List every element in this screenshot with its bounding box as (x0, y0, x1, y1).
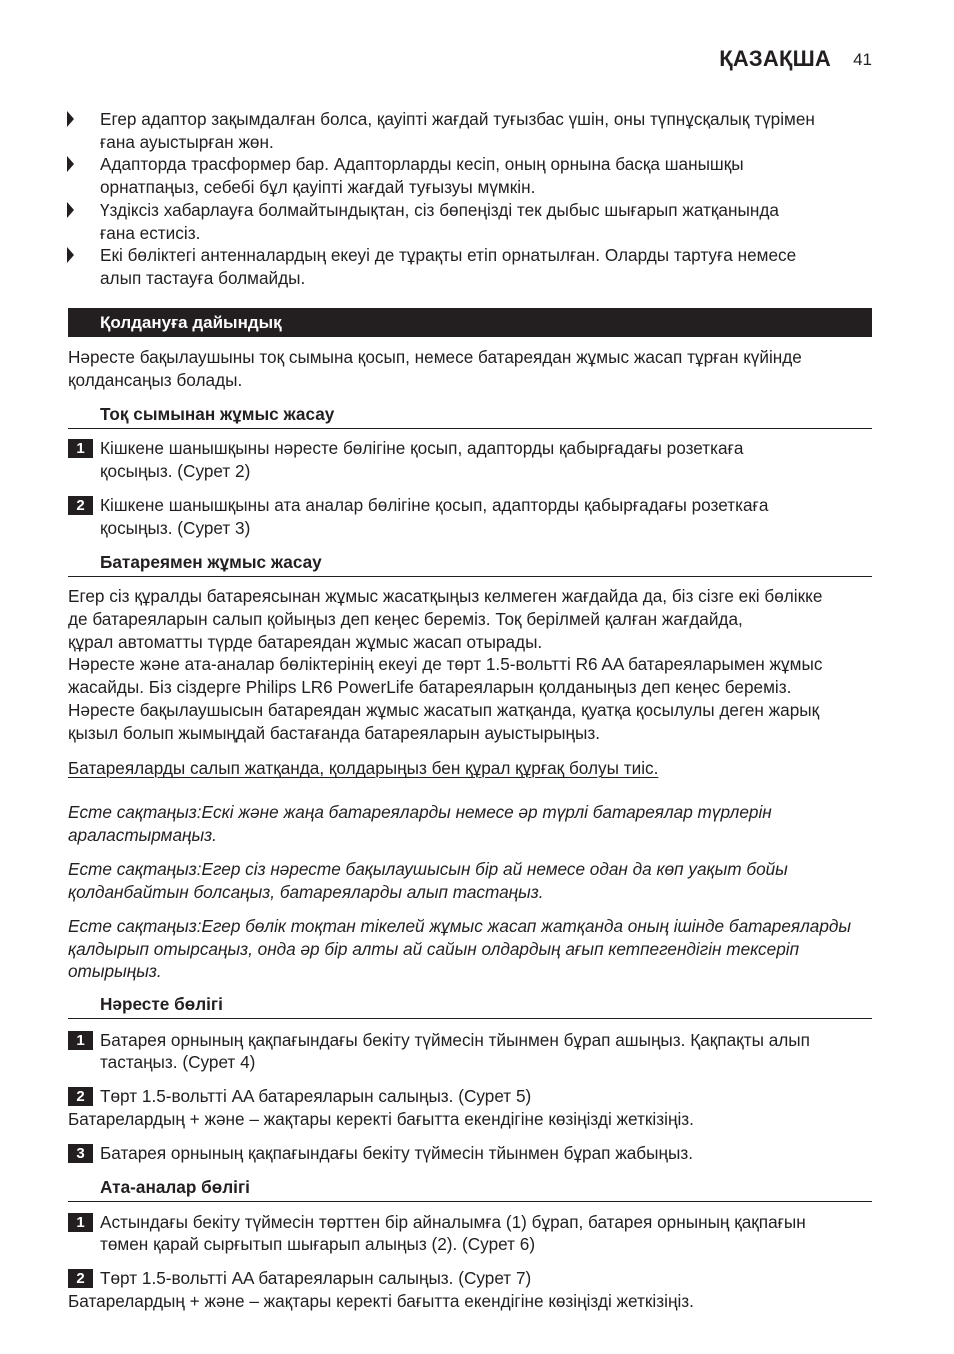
bullet-marker-icon (67, 111, 74, 127)
note-line: қолданбайтын болсаңыз, батареяларды алып тастаңыз. (68, 882, 544, 902)
step-number-badge: 2 (68, 1269, 93, 1288)
subsection-title-baby-unit: Нәресте бөлігі (100, 994, 223, 1014)
step-text: төмен қарай сырғытып шығарып алыңыз (2). (Сурет 6) (100, 1234, 536, 1254)
subsection-rule (68, 1018, 872, 1019)
bullet-marker-icon (67, 202, 74, 218)
bullet-marker-icon (67, 156, 74, 172)
note-line: Есте сақтаңыз:Егер сіз нәресте бақылаушысын бір ай немесе одан да көп уақыт бойы (68, 859, 788, 879)
step-text: қосыңыз. (Сурет 2) (100, 461, 251, 481)
section-title: Қолдануға дайындық (100, 313, 282, 332)
note-line: қалдырып отырсаңыз, онда әр бір алты ай сайын олдардың ағып кетпегендігін тексеріп (68, 939, 800, 959)
paragraph-line: қызыл болып жымыңдай бастағанда батареяларын ауыстырыңыз. (68, 723, 601, 743)
subsection-rule (68, 428, 872, 429)
subsection-title-battery: Батареямен жұмыс жасау (100, 552, 322, 572)
bullet-text: ғана ауыстырған жөн. (100, 132, 274, 152)
subsection-title-parent-unit: Ата-аналар бөлігі (100, 1177, 250, 1197)
paragraph-line: құрал автоматты түрде батареядан жұмыс жасап отырады. (68, 632, 543, 652)
page-number: 41 (853, 50, 872, 69)
step-number-badge: 3 (68, 1144, 93, 1163)
note-line: Есте сақтаңыз:Ескі және жаңа батареяларды немесе әр түрлі батареялар түрлерін (68, 802, 772, 822)
bullet-text: ғана естисіз. (100, 223, 201, 243)
subsection-rule (68, 1201, 872, 1202)
bullet-text: алып тастауға болмайды. (100, 268, 306, 288)
step-text: тастаңыз. (Сурет 4) (100, 1052, 256, 1072)
paragraph-line: Нәресте бақылаушысын батареядан жұмыс жасатып жатқанда, қуатқа қосылулы деген жарық (68, 700, 820, 720)
step-number-badge: 2 (68, 1087, 93, 1106)
polarity-note: Батарелардың + және – жақтары керекті бағытта екендігіне көзіңізді жеткізіңіз. (68, 1291, 694, 1311)
step-text: Кішкене шанышқыны нәресте бөлігіне қосып, адапторды қабырғадағы розеткаға (100, 438, 744, 458)
bullet-text: Адапторда трасформер бар. Адапторларды кесіп, оның орнына басқа шанышқы (100, 154, 744, 174)
paragraph-line: жасайды. Біз сіздерге Philips LR6 PowerLife батареяларын қолданыңыз деп кеңес береміз. (68, 677, 792, 697)
note-line: отырыңыз. (68, 961, 162, 981)
step-text: Батарея орнының қақпағындағы бекіту түймесін тйынмен бұрап жабыңыз. (100, 1143, 693, 1163)
note-line: араластырмаңыз. (68, 825, 217, 845)
language-header: ҚАЗАҚША (719, 46, 831, 71)
bullet-text: Үздіксіз хабарлауға болмайтындықтан, сіз бөпеңізді тек дыбыс шығарып жатқанында (100, 200, 779, 220)
step-text: Кішкене шанышқыны ата аналар бөлігіне қосып, адапторды қабырғадағы розеткаға (100, 495, 769, 515)
bullet-text: Егер адаптор зақымдалған болса, қауіпті жағдай туғызбас үшін, оны түпнұсқалық түрімен (100, 109, 815, 129)
step-number-badge: 1 (68, 1213, 93, 1232)
bullet-text: Екі бөліктегі антенналардың екеуі де тұрақты етіп орнатылған. Оларды тартуға немесе (100, 245, 797, 265)
step-text: Төрт 1.5-вольтті AA батареяларын салыңыз. (Сурет 7) (100, 1268, 532, 1288)
step-number-badge: 1 (68, 439, 93, 458)
polarity-note: Батарелардың + және – жақтары керекті бағытта екендігіне көзіңізді жеткізіңіз. (68, 1109, 694, 1129)
step-text: Батарея орнының қақпағындағы бекіту түймесін тйынмен бұрап ашыңыз. Қақпақты алып (100, 1030, 810, 1050)
step-text: Төрт 1.5-вольтті AA батареяларын салыңыз. (Сурет 5) (100, 1086, 532, 1106)
paragraph-line: Егер сіз құралды батареясынан жұмыс жасатқыңыз келмеген жағдайда да, біз сізге екі бөлікке (68, 586, 823, 606)
paragraph-line: де батареяларын салып қойыңыз деп кеңес береміз. Тоқ берілмей қалған жағдайда, (68, 609, 743, 629)
step-number-badge: 2 (68, 496, 93, 515)
step-text: Астындағы бекіту түймесін төрттен бір айналымға (1) бұрап, батарея орнының қақпағын (100, 1212, 806, 1232)
step-text: қосыңыз. (Сурет 3) (100, 518, 251, 538)
subsection-rule (68, 576, 872, 577)
intro-text: Нәресте бақылаушыны тоқ сымына қосып, немесе батареядан жұмыс жасап тұрған күйінде (68, 347, 802, 367)
step-number-badge: 1 (68, 1031, 93, 1050)
bullet-marker-icon (67, 247, 74, 263)
subsection-title-mains: Тоқ сымынан жұмыс жасау (100, 404, 335, 424)
note-line: Есте сақтаңыз:Егер бөлік тоқтан тікелей жұмыс жасап жатқанда оның ішінде батареяларды (68, 916, 852, 936)
dry-hands-warning: Батареяларды салып жатқанда, қолдарыңыз бен құрал құрғақ болуы тиіс. (68, 758, 659, 778)
bullet-text: орнатпаңыз, себебі бұл қауіпті жағдай туғызуы мүмкін. (100, 177, 536, 197)
intro-text: қолдансаңыз болады. (68, 370, 243, 390)
paragraph-line: Нәресте және ата-аналар бөліктерінің екеуі де төрт 1.5-вольтті R6 AA батареяларымен жұмыс (68, 654, 823, 674)
